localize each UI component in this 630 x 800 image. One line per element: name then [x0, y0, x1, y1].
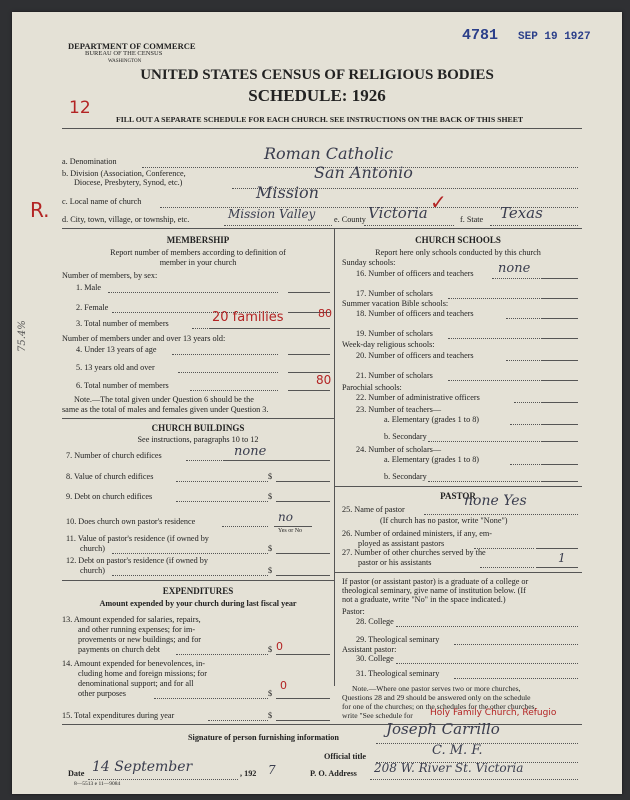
- q3-answer[interactable]: [210, 328, 330, 329]
- q19-label: 19. Number of scholars: [356, 329, 433, 338]
- q27-answer[interactable]: [536, 567, 578, 568]
- q24b-answer[interactable]: [542, 481, 578, 482]
- schools-title: CHURCH SCHOOLS: [415, 235, 501, 245]
- q16-label: 16. Number of officers and teachers: [356, 269, 474, 278]
- county-value: Victoria: [368, 204, 428, 222]
- q3-extra: 80: [318, 307, 332, 320]
- q11-answer[interactable]: [276, 553, 330, 554]
- q11-dollar: $: [268, 544, 273, 553]
- q24a-answer[interactable]: [542, 464, 578, 465]
- pastor-note-2: Questions 28 and 29 should be answered only on the schedule: [342, 693, 531, 702]
- q4-label: 4. Under 13 years of age: [76, 345, 157, 354]
- schedule-mark-letter: R.: [30, 198, 50, 222]
- q27-value: 1: [558, 551, 566, 565]
- membership-note: Note.—The total given under Question 6 should be the: [74, 395, 254, 404]
- q17-line: [448, 298, 542, 299]
- q13-label-4: payments on church debt: [78, 645, 161, 654]
- year-value: 7: [268, 763, 276, 777]
- official-title-label: Official title: [324, 752, 367, 761]
- local-name-label: c. Local name of church: [62, 197, 142, 206]
- q24a-label: a. Elementary (grades 1 to 8): [384, 455, 480, 464]
- q26-answer[interactable]: [536, 548, 578, 549]
- q6-value: 80: [316, 373, 332, 387]
- q15-label: 15. Total expenditures during year: [62, 711, 175, 720]
- q28-label: 28. College: [356, 617, 394, 626]
- q18-line: [506, 318, 542, 319]
- q25-label: 25. Name of pastor: [342, 505, 405, 514]
- date-label: Date: [68, 769, 85, 778]
- county-line: [364, 225, 454, 226]
- q30-line: [396, 663, 578, 664]
- summer-label: Summer vacation Bible schools:: [342, 299, 449, 308]
- q10-answer[interactable]: [274, 526, 312, 527]
- q27-label: 27. Number of other churches served by the: [342, 548, 486, 557]
- pastor-intro-3: not a graduate, write "No" in the space indicated.): [342, 595, 506, 604]
- parochial-label: Parochial schools:: [342, 383, 402, 392]
- q23b-label: b. Secondary: [384, 432, 427, 441]
- q13-label-2: and other running expenses; for im-: [78, 625, 196, 634]
- pastor-intro-2: theological seminary, give name of institution below. (If: [342, 586, 526, 595]
- form-subtitle: SCHEDULE: 1926: [248, 86, 386, 105]
- q12-line: [112, 575, 268, 576]
- q19-answer[interactable]: [542, 338, 578, 339]
- form-title: UNITED STATES CENSUS OF RELIGIOUS BODIES: [140, 67, 494, 83]
- q25-line: [424, 514, 578, 515]
- census-schedule-page: [12, 12, 622, 794]
- q4-line: [172, 354, 278, 355]
- q14-answer[interactable]: [276, 698, 330, 699]
- q26-label-2: ployed as assistant pastors: [358, 539, 445, 548]
- signature-value: Joseph Carrillo: [386, 720, 500, 738]
- bureau-city: WASHINGTON: [108, 59, 142, 64]
- q8-dollar: $: [268, 472, 273, 481]
- q1-line: [108, 292, 278, 293]
- city-label: d. City, town, village, or township, etc.: [62, 215, 190, 224]
- division-value: San Antonio: [314, 163, 413, 182]
- q12-label: 12. Debt on pastor's residence (if owned by: [66, 556, 208, 565]
- q8-answer[interactable]: [276, 481, 330, 482]
- schools-sub: Report here only schools conducted by this church: [375, 248, 541, 257]
- bureau-name: BUREAU OF THE CENSUS: [85, 50, 163, 57]
- q8-line: [176, 481, 268, 482]
- q24b-label: b. Secondary: [384, 472, 427, 481]
- q4-answer[interactable]: [288, 354, 330, 355]
- print-code: 8—5513 e 11—9084: [74, 781, 121, 787]
- q22-label: 22. Number of administrative officers: [356, 393, 480, 402]
- pastor-title: PASTOR: [440, 491, 476, 501]
- q18-label: 18. Number of officers and teachers: [356, 309, 474, 318]
- local-name-value: Mission: [256, 183, 319, 202]
- q23-label: 23. Number of teachers—: [356, 405, 442, 414]
- year-prefix: , 192: [240, 769, 257, 778]
- stamp-date: SEP 19 1927: [518, 31, 591, 43]
- date-value: 14 September: [92, 759, 193, 775]
- q21-label: 21. Number of scholars: [356, 371, 433, 380]
- stamp-number: 4781: [462, 27, 499, 44]
- q13-answer[interactable]: [276, 654, 330, 655]
- q1-answer[interactable]: [288, 292, 330, 293]
- q6-answer[interactable]: [288, 390, 330, 391]
- q20-label: 20. Number of officers and teachers: [356, 351, 474, 360]
- q20-line: [506, 360, 542, 361]
- state-label: f. State: [460, 215, 484, 224]
- q15-dollar: $: [268, 711, 273, 720]
- q6-line: [190, 390, 278, 391]
- dept-name: DEPARTMENT OF COMMERCE: [68, 41, 196, 51]
- q8-label: 8. Value of church edifices: [66, 472, 154, 481]
- rule: [334, 572, 582, 573]
- q1-label: 1. Male: [76, 283, 102, 292]
- q11-label-2: church): [80, 544, 106, 553]
- q14-line: [154, 698, 268, 699]
- q23b-answer[interactable]: [542, 441, 578, 442]
- q2-label: 2. Female: [76, 303, 109, 312]
- q16-value: none: [498, 261, 531, 276]
- q13-label-3: provements or new buildings; and for: [78, 635, 202, 644]
- q10-label: 10. Does church own pastor's residence: [66, 517, 196, 526]
- rule: [62, 580, 334, 581]
- q11-line: [112, 553, 268, 554]
- official-title-value: C. M. F.: [432, 743, 483, 758]
- q31-line: [454, 678, 578, 679]
- q14-value: 0: [280, 679, 287, 692]
- q11-label: 11. Value of pastor's residence (if owned by: [66, 534, 209, 543]
- q12-dollar: $: [268, 566, 273, 575]
- q23a-line: [510, 424, 542, 425]
- q9-dollar: $: [268, 492, 273, 501]
- q14-dollar: $: [268, 689, 273, 698]
- q9-answer[interactable]: [276, 501, 330, 502]
- rule: [62, 128, 582, 129]
- q31-label: 31. Theological seminary: [356, 669, 440, 678]
- q29-label: 29. Theological seminary: [356, 635, 440, 644]
- q21-line: [448, 380, 542, 381]
- pastor-label: Pastor:: [342, 607, 365, 616]
- q27-line: [480, 567, 534, 568]
- asst-label: Assistant pastor:: [342, 645, 397, 654]
- q7-value: none: [234, 444, 267, 459]
- q7-label: 7. Number of church edifices: [66, 451, 162, 460]
- q3-label: 3. Total number of members: [76, 319, 169, 328]
- q15-answer[interactable]: [276, 720, 330, 721]
- denomination-value: Roman Catholic: [264, 144, 394, 163]
- q5-line: [178, 372, 278, 373]
- q23b-line: [428, 441, 542, 442]
- state-line: [490, 225, 578, 226]
- po-address-label: P. O. Address: [310, 769, 357, 778]
- date-line: [88, 779, 238, 780]
- q22-answer[interactable]: [542, 402, 578, 403]
- q24b-line: [428, 481, 542, 482]
- membership-title: MEMBERSHIP: [166, 235, 230, 245]
- q10-line: [222, 526, 268, 527]
- signature-label: Signature of person furnishing information: [188, 733, 339, 742]
- q13-line: [176, 654, 268, 655]
- po-address-value: 208 W. River St. Victoria: [374, 761, 524, 775]
- q13-value: 0: [276, 640, 283, 653]
- rule: [334, 486, 582, 487]
- membership-sub-2: member in your church: [159, 258, 237, 267]
- city-value: Mission Valley: [228, 207, 316, 221]
- q14-label-4: other purposes: [78, 689, 126, 698]
- q10-hint: Yes or No: [278, 528, 303, 534]
- county-label: e. County: [334, 215, 366, 224]
- q10-value: no: [278, 510, 293, 524]
- q21-answer[interactable]: [542, 380, 578, 381]
- membership-sub: Report number of members according to definition of: [110, 248, 286, 257]
- q16-answer[interactable]: [542, 278, 578, 279]
- form-instruction: FILL OUT A SEPARATE SCHEDULE FOR EACH CHURCH. SEE INSTRUCTIONS ON THE BACK OF THIS SHEET: [116, 115, 524, 124]
- q12-label-2: church): [80, 566, 106, 575]
- check-mark-icon: ✓: [430, 190, 447, 214]
- q13-label: 13. Amount expended for salaries, repairs,: [62, 615, 201, 624]
- division-label-2: Diocese, Presbytery, Synod, etc.): [74, 178, 183, 187]
- q3-value: 20 families: [212, 310, 284, 325]
- expenditures-sub: Amount expended by your church during last fiscal year: [99, 599, 297, 608]
- q15-line: [208, 720, 268, 721]
- members-by-age: Number of members under and over 13 years old:: [62, 334, 226, 343]
- weekday-label: Week-day religious schools:: [342, 340, 435, 349]
- pastor-note-3: for one of the churches; on the schedules for the other churches,: [342, 702, 537, 711]
- q14-label: 14. Amount expended for benevolences, in-: [62, 659, 206, 668]
- buildings-sub: See instructions, paragraphs 10 to 12: [137, 435, 259, 444]
- q6-label: 6. Total number of members: [76, 381, 169, 390]
- column-divider: [334, 228, 335, 686]
- q9-label: 9. Debt on church edifices: [66, 492, 153, 501]
- q12-answer[interactable]: [276, 575, 330, 576]
- q18-answer[interactable]: [542, 318, 578, 319]
- q24-label: 24. Number of scholars—: [356, 445, 442, 454]
- q9-line: [176, 501, 268, 502]
- rule: [62, 724, 582, 725]
- pastor-note-4: write "See schedule for: [342, 711, 413, 720]
- buildings-title: CHURCH BUILDINGS: [151, 423, 245, 433]
- members-by-sex: Number of members, by sex:: [62, 271, 158, 280]
- q7-answer[interactable]: [224, 460, 330, 461]
- q16-line: [492, 278, 542, 279]
- denomination-label: a. Denomination: [62, 157, 117, 166]
- q30-label: 30. College: [356, 654, 394, 663]
- q17-label: 17. Number of scholars: [356, 289, 433, 298]
- schedule-mark-number: 12: [69, 98, 91, 118]
- rule: [62, 228, 582, 229]
- q25-value: none Yes: [464, 493, 527, 509]
- q14-label-3: denominational support; and for all: [78, 679, 194, 688]
- q5-label: 5. 13 years old and over: [76, 363, 155, 372]
- q25-note: (If church has no pastor, write "None"): [380, 516, 508, 525]
- q23a-answer[interactable]: [542, 424, 578, 425]
- pastor-note: Note.—Where one pastor serves two or more churches,: [352, 684, 521, 693]
- q13-dollar: $: [268, 645, 273, 654]
- pastor-intro: If pastor (or assistant pastor) is a graduate of a college or: [342, 577, 529, 586]
- q27-label-2: pastor or his assistants: [358, 558, 432, 567]
- q14-label-2: cluding home and foreign missions; for: [78, 669, 207, 678]
- city-line: [224, 225, 332, 226]
- q26-label: 26. Number of ordained ministers, if any, em-: [342, 529, 492, 538]
- pastor-note-value: Holy Family Church, Refugio: [430, 708, 557, 718]
- q22-line: [514, 402, 542, 403]
- rule: [62, 418, 334, 419]
- q24a-line: [510, 464, 542, 465]
- state-value: Texas: [500, 204, 543, 222]
- q17-answer[interactable]: [542, 298, 578, 299]
- expenditures-title: EXPENDITURES: [162, 586, 234, 596]
- division-label: b. Division (Association, Conference,: [62, 169, 186, 178]
- q23a-label: a. Elementary (grades 1 to 8): [384, 415, 480, 424]
- margin-note: 75.4%: [17, 320, 28, 352]
- q29-line: [454, 644, 578, 645]
- po-address-line: [370, 779, 578, 780]
- q19-line: [448, 338, 542, 339]
- q28-line: [396, 626, 578, 627]
- q20-answer[interactable]: [542, 360, 578, 361]
- membership-note-2: same as the total of males and females given under Question 3.: [62, 405, 269, 414]
- sunday-label: Sunday schools:: [342, 258, 396, 267]
